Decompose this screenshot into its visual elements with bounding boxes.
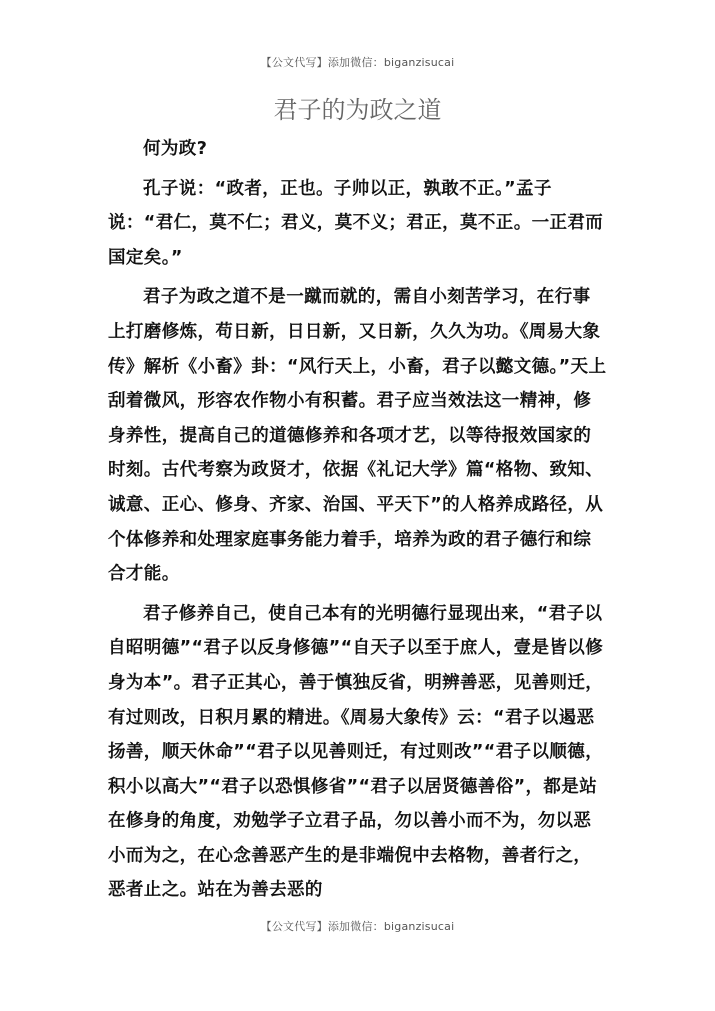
header-watermark-note: 【公文代写】添加微信：biganzisucai [260, 56, 455, 69]
paragraph-quotes: 孔子说：“政者，正也。子帅以正，孰敢不正。”孟子说：“君仁，莫不仁；君义，莫不义；君正，莫不正。一正君而国定矣。” [108, 178, 604, 268]
document-body [108, 132, 608, 908]
document-title: 君子的为政之道 [273, 96, 442, 124]
paragraph-learning: 君子为政之道不是一蹴而就的，需自小刻苦学习，在行事上打磨修炼，苟日新，日日新，又日新，久久为功。《周易大象传》解析《小畜》卦：“风行天上，小畜，君子以懿文德。”天上刮着微风，形容农作物小有积蓄。君子应当效法这一精神，修身养性，提高自己的道德修养和各项才艺，以等待报效国家的时刻。古代考察为政贤才，依据《礼记大学》篇“格物、致知、诚意、正心、修身、齐家、治国、平天下”的人格养成路径，从个体修养和处理家庭事务能力着手，培养为政的君子德行和综合才能。 [108, 287, 607, 585]
footer-watermark-note: 【公文代写】添加微信：biganzisucai [260, 920, 455, 933]
paragraph-question: 何为政? [143, 139, 208, 159]
paragraph-self-cultivation: 君子修养自己，使自己本有的光明德行显现出来，“君子以自昭明德”“君子以反身修德”“自天子以至于庶人，壹是皆以修身为本”。君子正其心，善于慎独反省，明辨善恶，见善则迁，有过则改，日积月累的精进。《周易大象传》云：“君子以遏恶扬善，顺天休命”“君子以见善则迁，有过则改”“君子以顺德，积小以高大”“君子以恐惧修省”“君子以居贤德善俗”，都是站在修身的角度，劝勉学子立君子品，勿以善小而不为，勿以恶小而为之，在心念善恶产生的是非端倪中去格物，善者行之，恶者止之。站在为善去恶的 [108, 603, 604, 901]
